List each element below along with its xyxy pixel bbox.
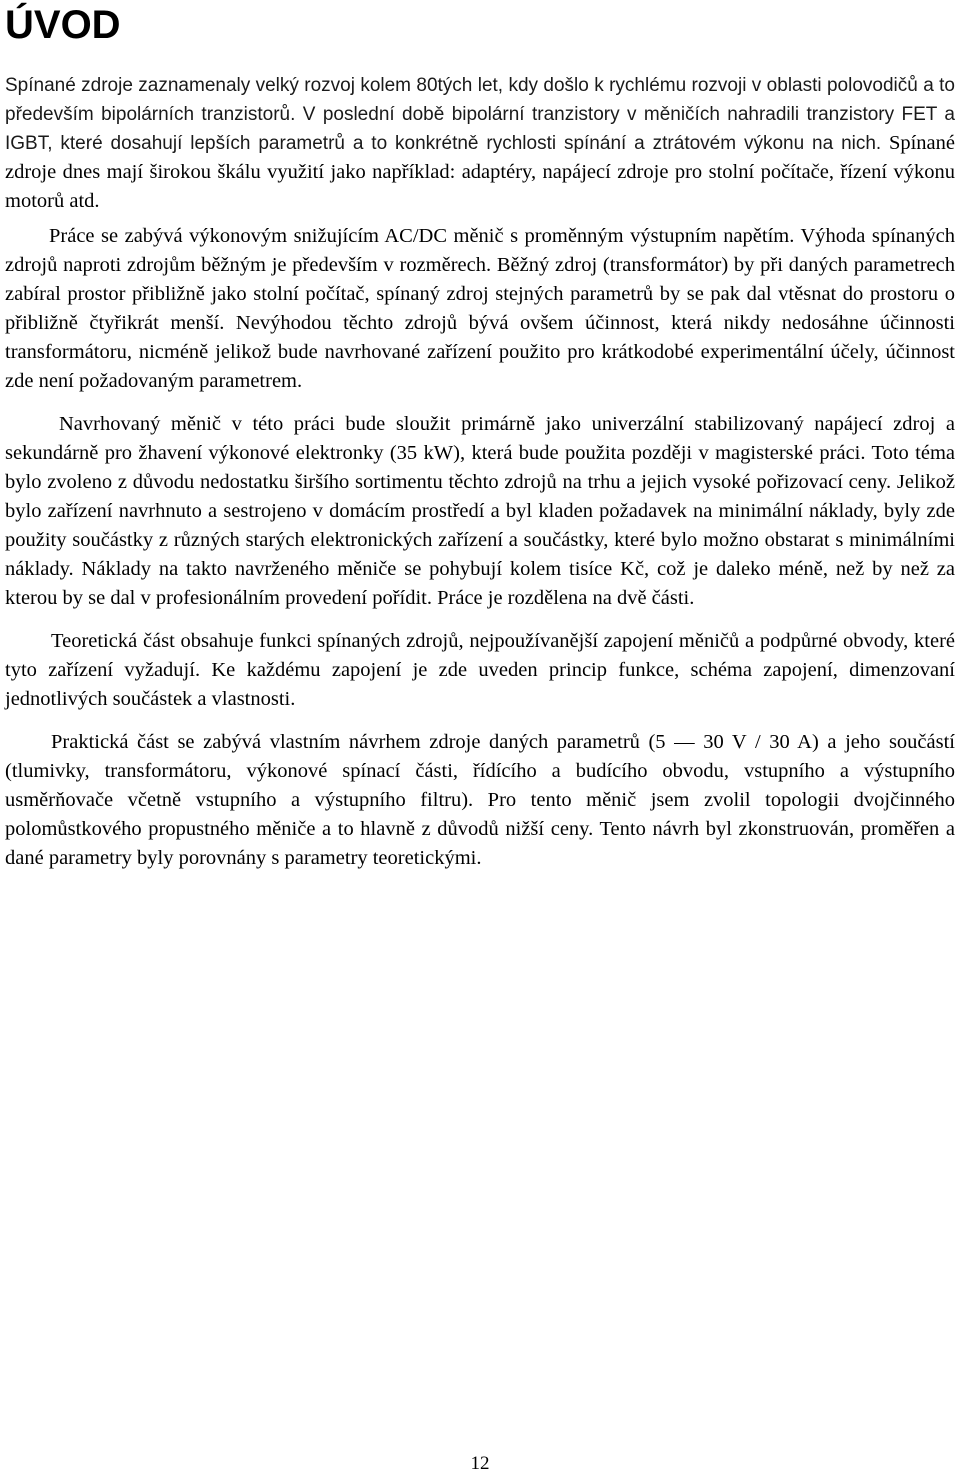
page-number: 12	[470, 1453, 490, 1474]
paragraph-design: Navrhovaný měnič v této práci bude sloužit primárně jako univerzální stabilizovaný napájecí zdroj a sekundárně pro žhavení výkonové elektronky (35 kW), která bude použita později v magisterské práci. Toto téma bylo zvoleno z důvodu nedostatku širšího sortimentu těchto zdrojů na trhu a jejich vysoké pořizovací ceny. Jelikož bylo zařízení navrhnuto a sestrojeno v domácím prostředí a byl kladen požadavek na minimální náklady, byly zde použity součástky z různých starých elektronických zařízení a součástky, které bylo možno obstarat s minimálními náklady. Náklady na takto navrženého měniče se pohybují kolem tisíce Kč, což je daleko méně, než by než za kterou by se dal v profesionálním provedení pořídit. Práce je rozdělena na dvě části.	[5, 413, 955, 609]
paragraph-intro-sans-text: Spínané zdroje zaznamenaly velký rozvoj kolem 80tých let, kdy došlo k rychlému rozvoji v oblasti polovodičů a to především bipolárních tranzistorů. V poslední době bipolární tranzistory v měničích nahradili tranzistory FET a IGBT, které dosahují lepších parametrů a to konkrétně rychlosti spínání a ztrátovém výkonu na nich.	[5, 75, 955, 154]
paragraph-intro	[5, 71, 955, 216]
paragraph-practice: Praktická část se zabývá vlastním návrhem zdroje daných parametrů (5 — 30 V / 30 A) a jeho součástí (tlumivky, transformátoru, výkonové spínací části, řídícího a budícího obvodu, vstupního a výstupního usměrňovače včetně vstupního a výstupního filtru). Pro tento měnič jsem zvolil topologii dvojčinného polomůstkového propustného měniče a to hlavně z důvodů nižší ceny. Tento návrh byl zkonstruován, proměřen a dané parametry byly porovnány s parametry teoretickými.	[5, 731, 955, 869]
document-page	[5, 0, 955, 873]
paragraph-ac-dc: Práce se zabývá výkonovým snižujícím AC/DC měnič s proměnným výstupním napětím. Výhoda spínaných zdrojů naproti zdrojům běžným je především v rozměrech. Běžný zdroj (transformátor) by při daných parametrech zabíral prostor přibližně jako stolní počítač, spínaný zdroj stejných parametrů by se pak dal vtěsnat do prostoru o přibližně čtyřikrát menší. Nevýhodou těchto zdrojů bývá ovšem účinnost, která nikdy nedosáhne účinnosti transformátoru, nicméně jelikož bude navrhované zařízení použito pro krátkodobé experimentální účely, účinnost zde není požadovaným parametrem.	[5, 225, 955, 392]
page-title: ÚVOD	[5, 3, 121, 47]
paragraph-theory: Teoretická část obsahuje funkci spínaných zdrojů, nejpoužívanější zapojení měničů a podpůrné obvody, které tyto zařízení vyžadují. Ke každému zapojení je zde uveden princip funkce, schéma zapojení, dimenzovaní jednotlivých součástek a vlastnosti.	[5, 630, 955, 710]
paragraph-intro-serif-text: Spínané zdroje dnes mají širokou škálu využití jako například: adaptéry, napájecí zdroje pro stolní počítače, řízení výkonu motorů atd.	[5, 132, 956, 212]
